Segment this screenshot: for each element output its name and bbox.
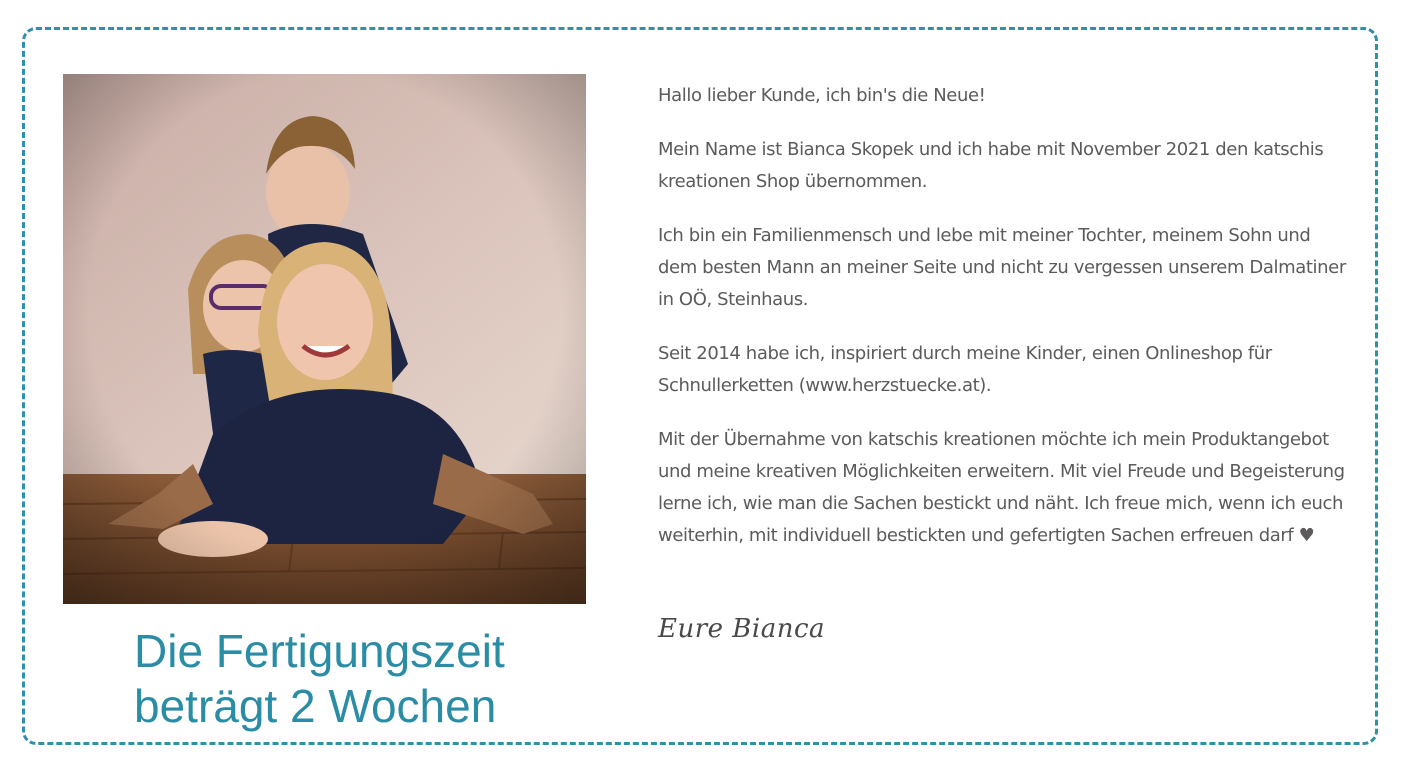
signature: Eure Bianca: [658, 614, 826, 644]
production-time-notice: [134, 624, 604, 734]
greeting: Hallo lieber Kunde, ich bin's die Neue!: [658, 85, 986, 106]
paragraph-takeover: Mit der Übernahme von katschis kreationen möchte ich mein Produktangebot und meine kreativen Möglichkeiten erweitern. Mit viel Freude und Begeisterung lerne ich, wie man die Sachen bestickt und näht. Ich freue mich, wenn ich euch weiterhin, mit individuell bestickten und gefertigten Sachen erfreuen darf ♥: [658, 429, 1345, 546]
paragraph-family: Ich bin ein Familienmensch und lebe mit meiner Tochter, meinem Sohn und dem besten Mann an meiner Seite und nicht zu vergessen unserem Dalmatiner in OÖ, Steinhaus.: [658, 225, 1346, 310]
about-text: [658, 80, 1348, 574]
notice-line-2: beträgt 2 Wochen: [134, 680, 497, 732]
paragraph-shop: Seit 2014 habe ich, inspiriert durch meine Kinder, einen Onlineshop für Schnullerketten (www.herzstuecke.at).: [658, 343, 1272, 396]
family-photo: [63, 74, 586, 604]
notice-line-1: Die Fertigungszeit: [134, 625, 505, 677]
family-photo-illustration: [63, 74, 586, 604]
paragraph-intro: Mein Name ist Bianca Skopek und ich habe mit November 2021 den katschis kreationen Shop übernommen.: [658, 139, 1324, 192]
